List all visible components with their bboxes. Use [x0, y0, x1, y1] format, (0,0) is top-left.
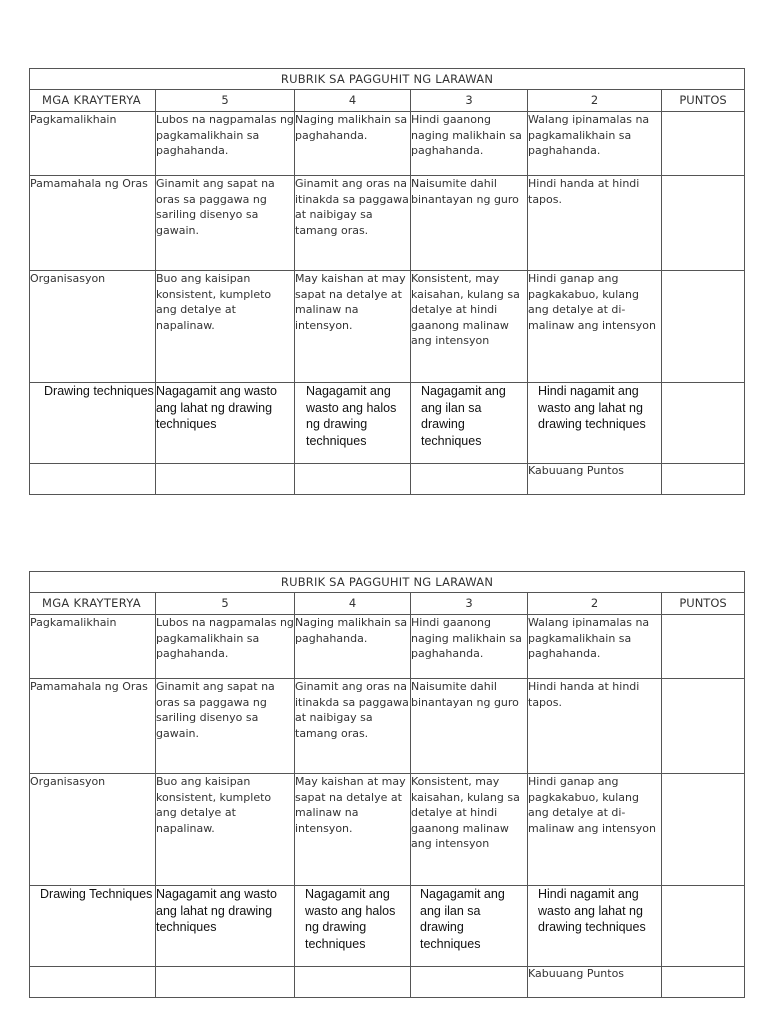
- empty-cell: [156, 967, 295, 998]
- points-cell[interactable]: [662, 679, 745, 774]
- descriptor-cell: Naging malikhain sa paghahanda.: [295, 112, 411, 176]
- empty-cell: [295, 967, 411, 998]
- total-points-label: Kabuuang Puntos: [528, 967, 662, 998]
- descriptor-cell: Nagagamit ang ang ilan sa drawing techniques: [411, 886, 528, 967]
- descriptor-cell: Konsistent, may kaisahan, kulang sa detalye at hindi gaanong malinaw ang intensyon: [411, 271, 528, 383]
- descriptor-cell: Lubos na nagpamalas ng pagkamalikhain sa paghahanda.: [156, 112, 295, 176]
- header-criteria: MGA KRAYTERYA: [30, 90, 156, 112]
- descriptor-cell: May kaishan at may sapat na detalye at malinaw na intensyon.: [295, 271, 411, 383]
- header-score-3: 3: [411, 593, 528, 615]
- empty-cell: [30, 464, 156, 495]
- rubric-title: RUBRIK SA PAGGUHIT NG LARAWAN: [30, 69, 745, 90]
- header-score-2: 2: [528, 90, 662, 112]
- points-cell[interactable]: [662, 271, 745, 383]
- points-cell[interactable]: [662, 774, 745, 886]
- empty-cell: [411, 464, 528, 495]
- points-cell[interactable]: [662, 383, 745, 464]
- criterion-label: Organisasyon: [30, 774, 156, 886]
- table-row: [30, 112, 745, 176]
- descriptor-cell: Konsistent, may kaisahan, kulang sa detalye at hindi gaanong malinaw ang intensyon: [411, 774, 528, 886]
- descriptor-cell: Nagagamit ang wasto ang halos ng drawing techniques: [295, 886, 411, 967]
- total-points-cell[interactable]: [662, 967, 745, 998]
- points-cell[interactable]: [662, 615, 745, 679]
- descriptor-cell: Nagagamit ang wasto ang lahat ng drawing techniques: [156, 383, 295, 464]
- table-row: [30, 886, 745, 967]
- criterion-label: Drawing Techniques: [30, 886, 156, 967]
- header-score-4: 4: [295, 593, 411, 615]
- descriptor-cell: Hindi nagamit ang wasto ang lahat ng drawing techniques: [528, 383, 662, 464]
- descriptor-cell: Buo ang kaisipan konsistent, kumpleto ang detalye at napalinaw.: [156, 774, 295, 886]
- empty-cell: [295, 464, 411, 495]
- empty-cell: [156, 464, 295, 495]
- header-points: PUNTOS: [662, 593, 745, 615]
- criterion-label: Pamamahala ng Oras: [30, 176, 156, 271]
- rubric-title-row: [30, 69, 745, 90]
- descriptor-cell: Nagagamit ang wasto ang halos ng drawing techniques: [295, 383, 411, 464]
- points-cell[interactable]: [662, 112, 745, 176]
- rubric-table-1: [29, 68, 745, 495]
- descriptor-cell: Walang ipinamalas na pagkamalikhain sa paghahanda.: [528, 615, 662, 679]
- total-row: [30, 967, 745, 998]
- descriptor-cell: Naging malikhain sa paghahanda.: [295, 615, 411, 679]
- descriptor-cell: Hindi handa at hindi tapos.: [528, 176, 662, 271]
- header-score-5: 5: [156, 593, 295, 615]
- descriptor-cell: Nagagamit ang wasto ang lahat ng drawing techniques: [156, 886, 295, 967]
- table-row: [30, 271, 745, 383]
- descriptor-cell: Buo ang kaisipan konsistent, kumpleto ang detalye at napalinaw.: [156, 271, 295, 383]
- empty-cell: [411, 967, 528, 998]
- descriptor-cell: Ginamit ang oras na itinakda sa paggawa at naibigay sa tamang oras.: [295, 176, 411, 271]
- empty-cell: [30, 967, 156, 998]
- total-points-label: Kabuuang Puntos: [528, 464, 662, 495]
- descriptor-cell: Hindi gaanong naging malikhain sa paghahanda.: [411, 112, 528, 176]
- descriptor-cell: Ginamit ang sapat na oras sa paggawa ng sariling disenyo sa gawain.: [156, 679, 295, 774]
- criterion-label: Organisasyon: [30, 271, 156, 383]
- descriptor-cell: Hindi nagamit ang wasto ang lahat ng drawing techniques: [528, 886, 662, 967]
- rubric-title-row: [30, 572, 745, 593]
- descriptor-cell: Nagagamit ang ang ilan sa drawing techniques: [411, 383, 528, 464]
- table-row: [30, 615, 745, 679]
- header-row: [30, 90, 745, 112]
- points-cell[interactable]: [662, 886, 745, 967]
- header-score-5: 5: [156, 90, 295, 112]
- criterion-label: Pagkamalikhain: [30, 615, 156, 679]
- rubric-title: RUBRIK SA PAGGUHIT NG LARAWAN: [30, 572, 745, 593]
- criterion-label: Drawing techniques: [30, 383, 156, 464]
- header-criteria: MGA KRAYTERYA: [30, 593, 156, 615]
- total-points-cell[interactable]: [662, 464, 745, 495]
- descriptor-cell: Naisumite dahil binantayan ng guro: [411, 176, 528, 271]
- total-row: [30, 464, 745, 495]
- descriptor-cell: May kaishan at may sapat na detalye at malinaw na intensyon.: [295, 774, 411, 886]
- table-row: [30, 176, 745, 271]
- header-points: PUNTOS: [662, 90, 745, 112]
- descriptor-cell: Hindi ganap ang pagkakabuo, kulang ang detalye at di-malinaw ang intensyon: [528, 774, 662, 886]
- criterion-label: Pamamahala ng Oras: [30, 679, 156, 774]
- descriptor-cell: Lubos na nagpamalas ng pagkamalikhain sa paghahanda.: [156, 615, 295, 679]
- points-cell[interactable]: [662, 176, 745, 271]
- descriptor-cell: Hindi gaanong naging malikhain sa paghahanda.: [411, 615, 528, 679]
- header-score-4: 4: [295, 90, 411, 112]
- header-score-3: 3: [411, 90, 528, 112]
- descriptor-cell: Hindi ganap ang pagkakabuo, kulang ang detalye at di-malinaw ang intensyon: [528, 271, 662, 383]
- table-row: [30, 383, 745, 464]
- criterion-label: Pagkamalikhain: [30, 112, 156, 176]
- descriptor-cell: Ginamit ang oras na itinakda sa paggawa at naibigay sa tamang oras.: [295, 679, 411, 774]
- descriptor-cell: Ginamit ang sapat na oras sa paggawa ng sariling disenyo sa gawain.: [156, 176, 295, 271]
- header-row: [30, 593, 745, 615]
- rubric-table-2: [29, 571, 745, 998]
- descriptor-cell: Naisumite dahil binantayan ng guro: [411, 679, 528, 774]
- table-row: [30, 774, 745, 886]
- table-row: [30, 679, 745, 774]
- descriptor-cell: Walang ipinamalas na pagkamalikhain sa paghahanda.: [528, 112, 662, 176]
- header-score-2: 2: [528, 593, 662, 615]
- descriptor-cell: Hindi handa at hindi tapos.: [528, 679, 662, 774]
